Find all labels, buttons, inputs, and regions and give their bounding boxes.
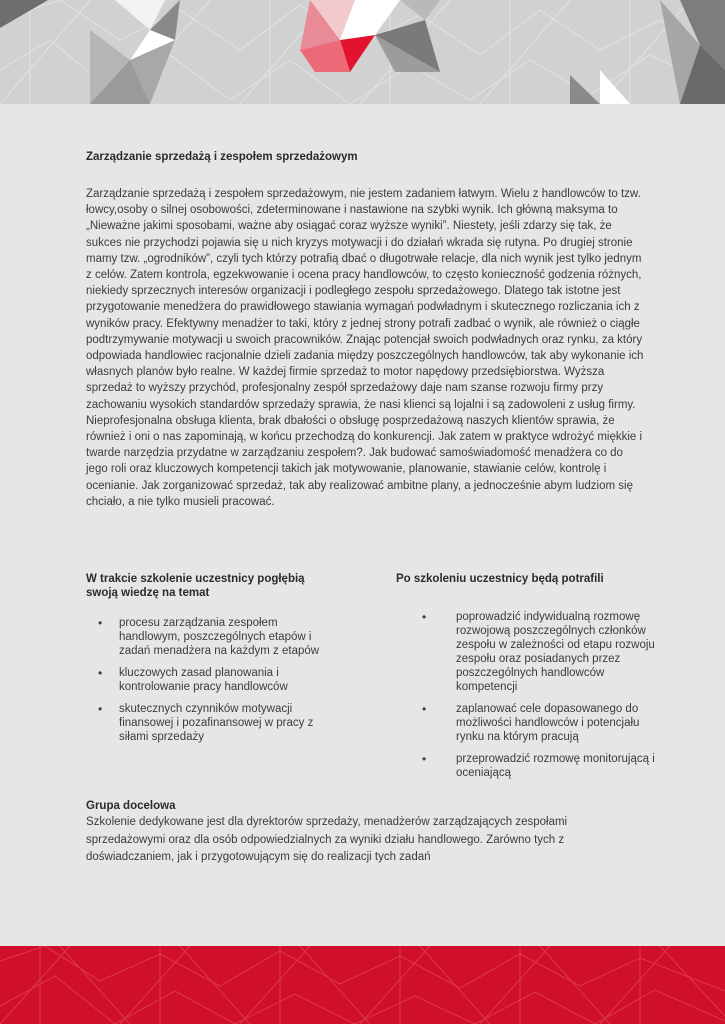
list-item <box>86 616 336 658</box>
bullet-icon: • <box>98 666 103 680</box>
list-item <box>396 752 666 780</box>
main-content <box>86 150 646 510</box>
training-outcomes-columns <box>86 572 666 788</box>
list-item <box>396 702 666 744</box>
target-group-text: Szkolenie dedykowane jest dla dyrektorów sprzedaży, menadżerów zarządzających zespołami sprzedażowymi oraz dla osób odpowiedzialnych za wyniki działu handlowego. Zarówno tych z doświadczaniem, jak i przygotowującym się do realizacji tych zadań <box>86 816 568 863</box>
after-training-heading: Po szkoleniu uczestnicy będą potrafili <box>396 573 604 585</box>
header-pattern-band <box>0 0 725 104</box>
target-group-section <box>86 798 646 867</box>
list-item-text: przeprowadzić rozmowę monitorującą i oceniającą <box>456 753 655 779</box>
during-training-column <box>86 572 336 788</box>
after-training-list <box>396 610 666 780</box>
bullet-icon: • <box>98 616 103 630</box>
footer-pattern-band <box>0 946 725 1024</box>
bullet-icon: • <box>422 752 427 766</box>
bullet-icon: • <box>422 610 427 624</box>
footer-pattern-graphic <box>0 946 725 1024</box>
list-item-text: zaplanować cele dopasowanego do możliwości handlowców i potencjału rynku na którym pracują <box>456 703 640 743</box>
intro-section <box>86 186 646 510</box>
list-item-text: skutecznych czynników motywacji finansowej i pozafinansowej w pracy z siłami sprzedaży <box>119 703 314 743</box>
after-training-column <box>396 572 666 788</box>
bullet-icon: • <box>98 702 103 716</box>
document-title: Zarządzanie sprzedażą i zespołem sprzedażowym <box>86 151 358 163</box>
bullet-icon: • <box>422 702 427 716</box>
list-item-text: poprowadzić indywidualną rozmowę rozwojową poszczególnych członków zespołu w zależności od etapu rozwoju zespołu oraz posiadanych przez poszczególnych handlowców kompetencji <box>456 611 655 693</box>
intro-paragraph: Zarządzanie sprzedażą i zespołem sprzedażowym, nie jestem zadaniem łatwym. Wielu z handlowców to tzw. łowcy,osoby o silnej osobowości, zdeterminowane i nastawione na szybki wynik. Ich główną maksyma to „Nieważne jakimi sposobami, ważne aby osiągać coraz wyższe wyniki”. Niestety, jeśli zdarzy się tak, że sukces nie przychodzi pojawia się u nich kryzys motywacji i do działań wkrada się rutyna. Po drugiej stronie mamy tzw. „ogrodników”, czyli tych którzy potrafią dbać o długotrwałe relacje, dla nich wynik jest tylko jednym z celów. Zatem kontrola, egzekwowanie i ocena pracy handlowców, to często konieczność godzenia różnych, niekiedy sprzecznych interesów organizacji i podległego zespołu sprzedażowego. Dlatego tak istotne jest przygotowanie menedżera do prawidłowego stawiania wymagań podwładnym i skutecznego rozliczania ich z wyników pracy. Efektywny menadżer to taki, który z jednej strony potrafi zadbać o wynik, ale również o ciągłe podtrzymywanie motywacji u swoich pracowników. Znając potencjał swoich podwładnych oraz rynku, za który odpowiada handlowiec racjonalnie dzieli zadania między poszczególnych handlowców, tak aby wykonanie ich własnych planów było realne. W każdej firmie sprzedaż to motor napędowy przedsiębiorstwa. Wyższa sprzedaż to wyższy przychód, profesjonalny zespół sprzedażowy daje nam szanse rozwoju firmy przy zachowaniu wysokich standardów sprzedaży sprawia, że nasi klienci są lojalni i są zadowoleni z usług firmy. Nieprofesjonalna obsługa klienta, brak dbałości o obsługę posprzedażową naszych klientów sprawia, że również i oni o nas zapominają, w końcu przechodzą do konkurencji. Jak zatem w praktyce wdrożyć miękkie i twarde narzędzia przydatne w zarządzaniu zespołem?. Jak budować samoświadomość menadżera co do jego roli oraz kluczowych kompetencji takich jak motywowanie, planowanie, stawianie celów, kontrolę i ocenianie. Jak zorganizować sprzedaż, tak aby realizować ambitne plany, a jednocześnie abym ludziom się chciało, a nie tylko musieli pracować. <box>86 188 644 508</box>
list-item <box>86 666 336 694</box>
list-item <box>396 610 666 694</box>
header-pattern-graphic <box>0 0 725 104</box>
list-item-text: kluczowych zasad planowania i kontrolowanie pracy handlowców <box>119 667 288 693</box>
list-item <box>86 702 336 744</box>
during-training-heading: W trakcie szkolenie uczestnicy pogłębią swoją wiedzę na temat <box>86 573 305 599</box>
list-item-text: procesu zarządzania zespołem handlowym, poszczególnych etapów i zadań menadżera na każdym z etapów <box>119 617 320 657</box>
during-training-list <box>86 616 336 744</box>
target-group-heading: Grupa docelowa <box>86 800 176 812</box>
